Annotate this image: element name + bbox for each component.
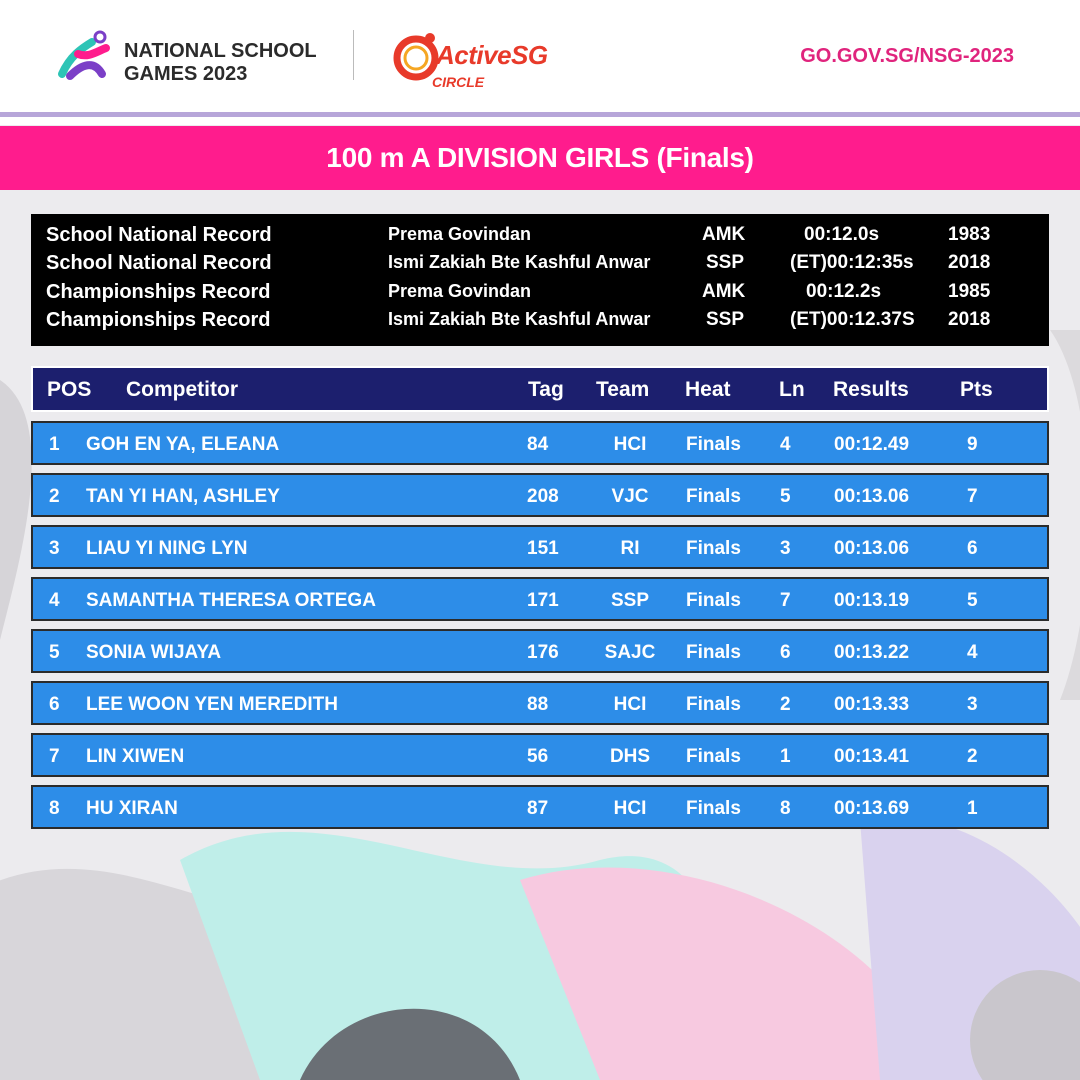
record-team: AMK <box>702 281 746 302</box>
result-tag: 88 <box>527 694 549 715</box>
result-time: 00:13.22 <box>834 642 910 663</box>
col-tag-header: Tag <box>528 378 564 401</box>
col-results-header: Results <box>833 378 909 401</box>
result-time: 00:13.06 <box>834 486 910 507</box>
record-time: (ET)00:12:35s <box>790 252 914 273</box>
record-team: AMK <box>702 224 746 245</box>
result-row <box>31 421 1049 465</box>
result-competitor: LIAU YI NING LYN <box>86 538 248 559</box>
result-lane: 2 <box>780 694 791 715</box>
result-time: 00:13.06 <box>834 538 910 559</box>
result-time: 00:13.19 <box>834 590 910 611</box>
record-year: 2018 <box>948 252 991 273</box>
result-heat: Finals <box>686 538 741 559</box>
record-time: (ET)00:12.37S <box>790 309 915 330</box>
record-name: School National Record <box>46 252 272 274</box>
record-holder: Ismi Zakiah Bte Kashful Anwar <box>388 252 651 272</box>
result-points: 1 <box>967 798 978 819</box>
result-heat: Finals <box>686 694 741 715</box>
col-pts-header: Pts <box>960 378 993 401</box>
nsg-logo-text: NATIONAL SCHOOL GAMES 2023 <box>124 40 317 85</box>
result-row <box>31 525 1049 569</box>
record-name: Championships Record <box>46 281 271 303</box>
result-tag: 176 <box>527 642 559 663</box>
result-heat: Finals <box>686 486 741 507</box>
result-team: VJC <box>611 486 649 507</box>
result-row <box>31 577 1049 621</box>
result-lane: 3 <box>780 538 791 559</box>
result-competitor: LIN XIWEN <box>86 746 185 767</box>
result-tag: 171 <box>527 590 559 611</box>
result-competitor: SAMANTHA THERESA ORTEGA <box>86 590 376 611</box>
result-row <box>31 785 1049 829</box>
result-pos: 7 <box>49 746 60 767</box>
result-team: HCI <box>613 798 647 819</box>
result-pos: 5 <box>49 642 60 663</box>
result-points: 4 <box>967 642 978 663</box>
result-tag: 56 <box>527 746 549 767</box>
result-points: 9 <box>967 434 978 455</box>
record-name: School National Record <box>46 224 272 246</box>
result-lane: 8 <box>780 798 791 819</box>
result-time: 00:12.49 <box>834 434 910 455</box>
record-time: 00:12.0s <box>804 224 880 245</box>
nsg-url-link[interactable]: GO.GOV.SG/NSG-2023 <box>800 45 1014 67</box>
result-tag: 87 <box>527 798 549 819</box>
result-points: 3 <box>967 694 978 715</box>
result-lane: 1 <box>780 746 791 767</box>
record-time: 00:12.2s <box>806 281 882 302</box>
result-team: RI <box>620 538 640 559</box>
result-heat: Finals <box>686 590 741 611</box>
result-row <box>31 733 1049 777</box>
record-row <box>31 281 1049 309</box>
result-pos: 3 <box>49 538 60 559</box>
result-heat: Finals <box>686 642 741 663</box>
result-row <box>31 681 1049 725</box>
result-competitor: TAN YI HAN, ASHLEY <box>86 486 280 507</box>
record-year: 1983 <box>948 224 991 245</box>
result-points: 6 <box>967 538 978 559</box>
result-heat: Finals <box>686 746 741 767</box>
header-stripe-white <box>0 117 1080 125</box>
result-team: HCI <box>613 434 647 455</box>
record-year: 2018 <box>948 309 991 330</box>
result-team: HCI <box>613 694 647 715</box>
event-title-bar <box>0 126 1080 190</box>
result-team: SAJC <box>604 642 656 663</box>
col-team-header: Team <box>596 378 650 401</box>
col-ln-header: Ln <box>779 378 805 401</box>
record-holder: Prema Govindan <box>388 281 532 301</box>
result-pos: 1 <box>49 434 60 455</box>
result-team: SSP <box>610 590 650 611</box>
record-year: 1985 <box>948 281 991 302</box>
result-points: 7 <box>967 486 978 507</box>
nsg-runner-logo-icon <box>56 30 116 82</box>
header-divider <box>353 30 354 80</box>
result-time: 00:13.69 <box>834 798 910 819</box>
event-title: 100 m A DIVISION GIRLS (Finals) <box>326 142 754 173</box>
result-tag: 84 <box>527 434 549 455</box>
result-heat: Finals <box>686 798 741 819</box>
result-tag: 208 <box>527 486 559 507</box>
result-team: DHS <box>609 746 651 767</box>
record-team: SSP <box>706 309 745 330</box>
header <box>0 0 1080 112</box>
result-heat: Finals <box>686 434 741 455</box>
result-lane: 6 <box>780 642 791 663</box>
record-row <box>31 252 1049 280</box>
result-pos: 2 <box>49 486 60 507</box>
result-time: 00:13.41 <box>834 746 910 767</box>
records-panel <box>31 214 1049 346</box>
record-row <box>31 224 1049 252</box>
record-name: Championships Record <box>46 309 271 331</box>
result-pos: 4 <box>49 590 60 611</box>
record-row <box>31 309 1049 337</box>
result-pos: 6 <box>49 694 60 715</box>
record-holder: Ismi Zakiah Bte Kashful Anwar <box>388 309 651 329</box>
col-pos-header: POS <box>47 378 92 401</box>
activesg-logo-text: ActiveSG <box>436 40 548 70</box>
result-row <box>31 473 1049 517</box>
result-competitor: HU XIRAN <box>86 798 178 819</box>
result-lane: 7 <box>780 590 791 611</box>
record-team: SSP <box>706 252 745 273</box>
result-competitor: LEE WOON YEN MEREDITH <box>86 694 338 715</box>
result-points: 5 <box>967 590 978 611</box>
result-points: 2 <box>967 746 978 767</box>
result-lane: 4 <box>780 434 791 455</box>
activesg-circle-text: CIRCLE <box>432 74 485 90</box>
result-lane: 5 <box>780 486 791 507</box>
result-tag: 151 <box>527 538 559 559</box>
result-competitor: GOH EN YA, ELEANA <box>86 434 280 455</box>
col-heat-header: Heat <box>685 378 731 401</box>
record-holder: Prema Govindan <box>388 224 532 244</box>
result-time: 00:13.33 <box>834 694 910 715</box>
col-competitor-header: Competitor <box>126 378 238 401</box>
result-row <box>31 629 1049 673</box>
results-header-row <box>31 366 1049 412</box>
result-pos: 8 <box>49 798 60 819</box>
result-competitor: SONIA WIJAYA <box>86 642 222 663</box>
